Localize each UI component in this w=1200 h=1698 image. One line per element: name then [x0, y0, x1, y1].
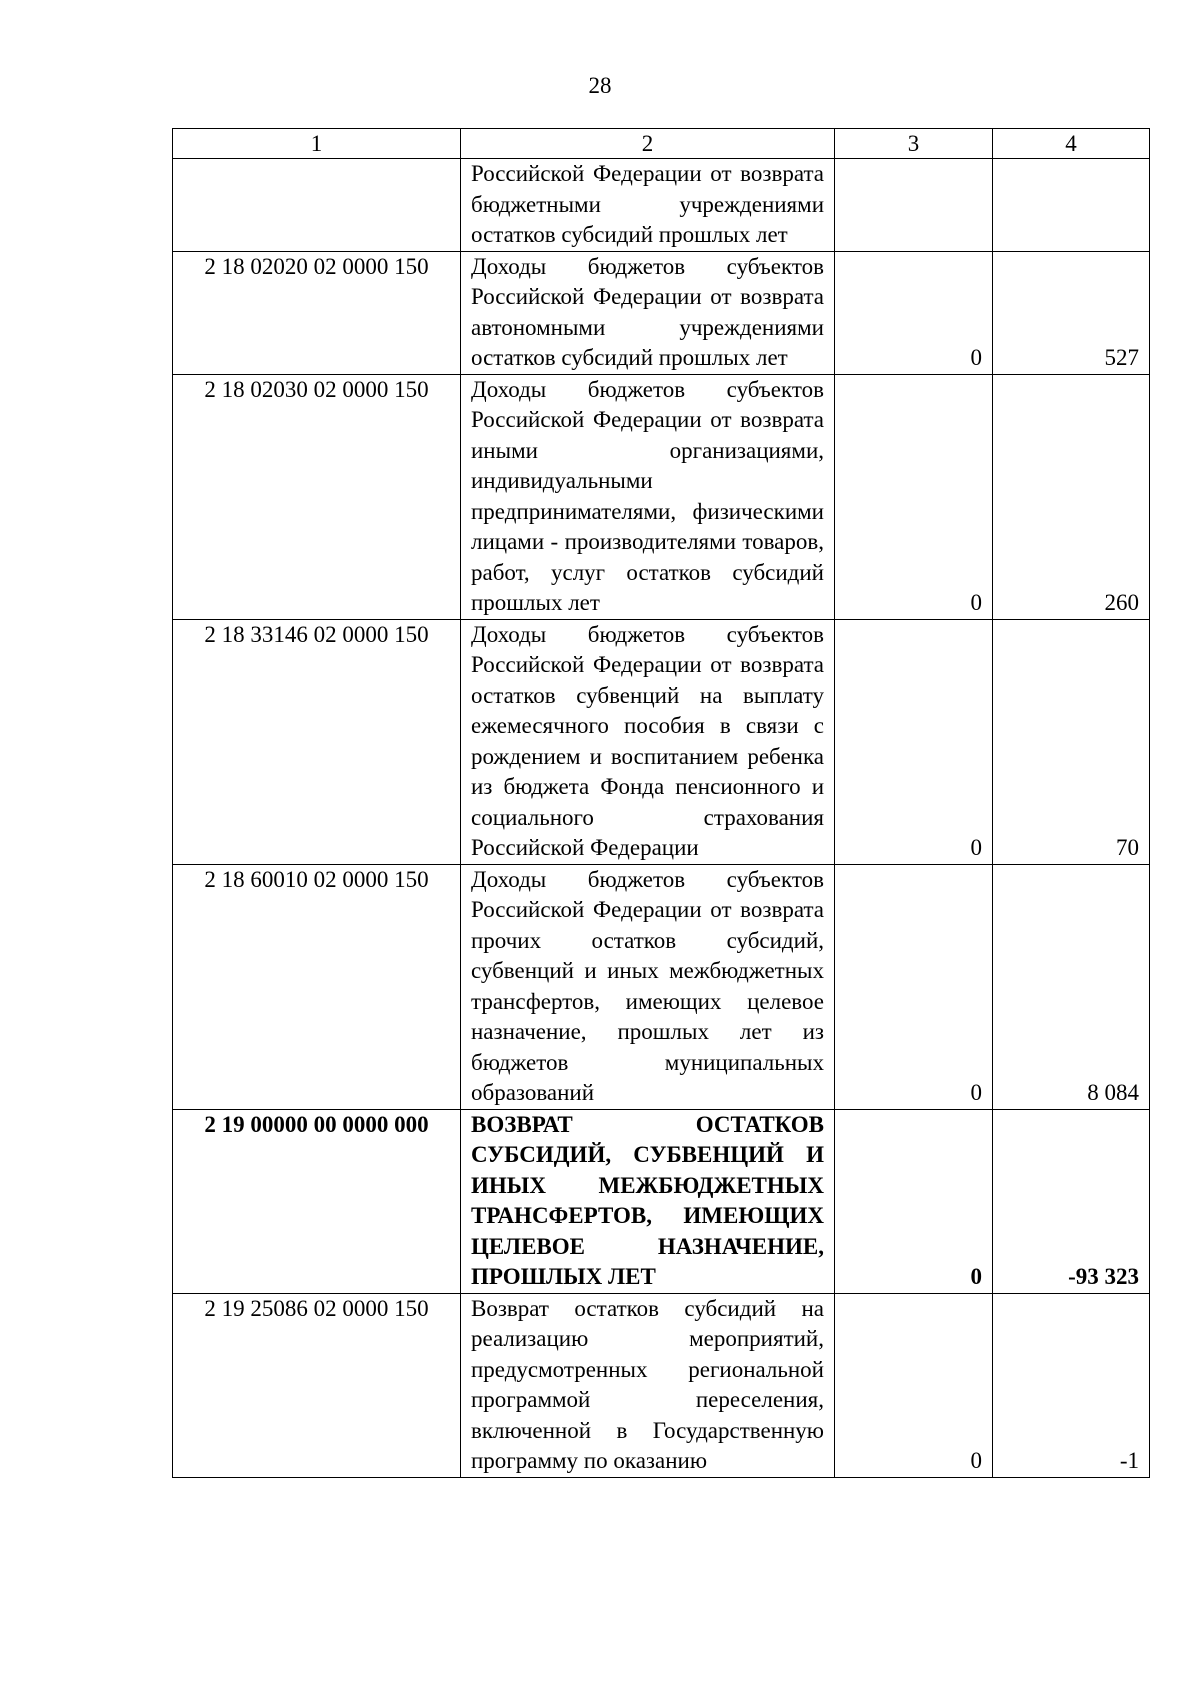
table-row	[173, 1293, 1150, 1477]
budget-table	[172, 128, 1150, 1478]
row-col4-value: 70	[993, 619, 1150, 864]
row-col3-value: 0	[835, 1109, 993, 1293]
row-description: Доходы бюджетов субъектов Российской Федерации от возврата автономными учреждениями остатков субсидий прошлых лет	[461, 251, 835, 374]
row-col4-value: 8 084	[993, 864, 1150, 1109]
row-code: 2 18 02030 02 0000 150	[173, 374, 461, 619]
row-code: 2 18 02020 02 0000 150	[173, 251, 461, 374]
row-code: 2 19 25086 02 0000 150	[173, 1293, 461, 1477]
row-description: ВОЗВРАТ ОСТАТКОВ СУБСИДИЙ, СУБВЕНЦИЙ И ИНЫХ МЕЖБЮДЖЕТНЫХ ТРАНСФЕРТОВ, ИМЕЮЩИХ ЦЕЛЕВОЕ НАЗНАЧЕНИЕ, ПРОШЛЫХ ЛЕТ	[461, 1109, 835, 1293]
row-description: Возврат остатков субсидий на реализацию мероприятий, предусмотренных региональной программой переселения, включенной в Государственную программу по оказанию	[461, 1293, 835, 1477]
table-row	[173, 619, 1150, 864]
header-row	[173, 129, 1150, 159]
row-code	[173, 159, 461, 252]
table-row	[173, 864, 1150, 1109]
row-description: Доходы бюджетов субъектов Российской Федерации от возврата остатков субвенций на выплату ежемесячного пособия в связи с рождением и воспитанием ребенка из бюджета Фонда пенсионного и социального страхования Российской Федерации	[461, 619, 835, 864]
row-code: 2 18 60010 02 0000 150	[173, 864, 461, 1109]
row-description: Доходы бюджетов субъектов Российской Федерации от возврата прочих остатков субсидий, субвенций и иных межбюджетных трансфертов, имеющих целевое назначение, прошлых лет из бюджетов муниципальных образований	[461, 864, 835, 1109]
row-col4-value: -93 323	[993, 1109, 1150, 1293]
row-col3-value	[835, 159, 993, 252]
table-row-section-total	[173, 1109, 1150, 1293]
header-col-2: 2	[461, 129, 835, 159]
row-code: 2 18 33146 02 0000 150	[173, 619, 461, 864]
row-col3-value: 0	[835, 864, 993, 1109]
table-row	[173, 374, 1150, 619]
table-body	[173, 159, 1150, 1478]
row-col3-value: 0	[835, 619, 993, 864]
table-row	[173, 251, 1150, 374]
row-col4-value: 527	[993, 251, 1150, 374]
header-col-4: 4	[993, 129, 1150, 159]
header-col-3: 3	[835, 129, 993, 159]
row-col4-value: 260	[993, 374, 1150, 619]
header-col-1: 1	[173, 129, 461, 159]
table-row	[173, 159, 1150, 252]
table-header	[173, 129, 1150, 159]
row-col4-value: -1	[993, 1293, 1150, 1477]
row-code: 2 19 00000 00 0000 000	[173, 1109, 461, 1293]
page-number: 28	[588, 73, 612, 98]
row-description: Доходы бюджетов субъектов Российской Федерации от возврата иными организациями, индивидуальными предпринимателями, физическими лицами - производителями товаров, работ, услуг остатков субсидий прошлых лет	[461, 374, 835, 619]
row-col3-value: 0	[835, 374, 993, 619]
row-col3-value: 0	[835, 251, 993, 374]
row-col3-value: 0	[835, 1293, 993, 1477]
row-col4-value	[993, 159, 1150, 252]
row-description: Российской Федерации от возврата бюджетными учреждениями остатков субсидий прошлых лет	[461, 159, 835, 252]
